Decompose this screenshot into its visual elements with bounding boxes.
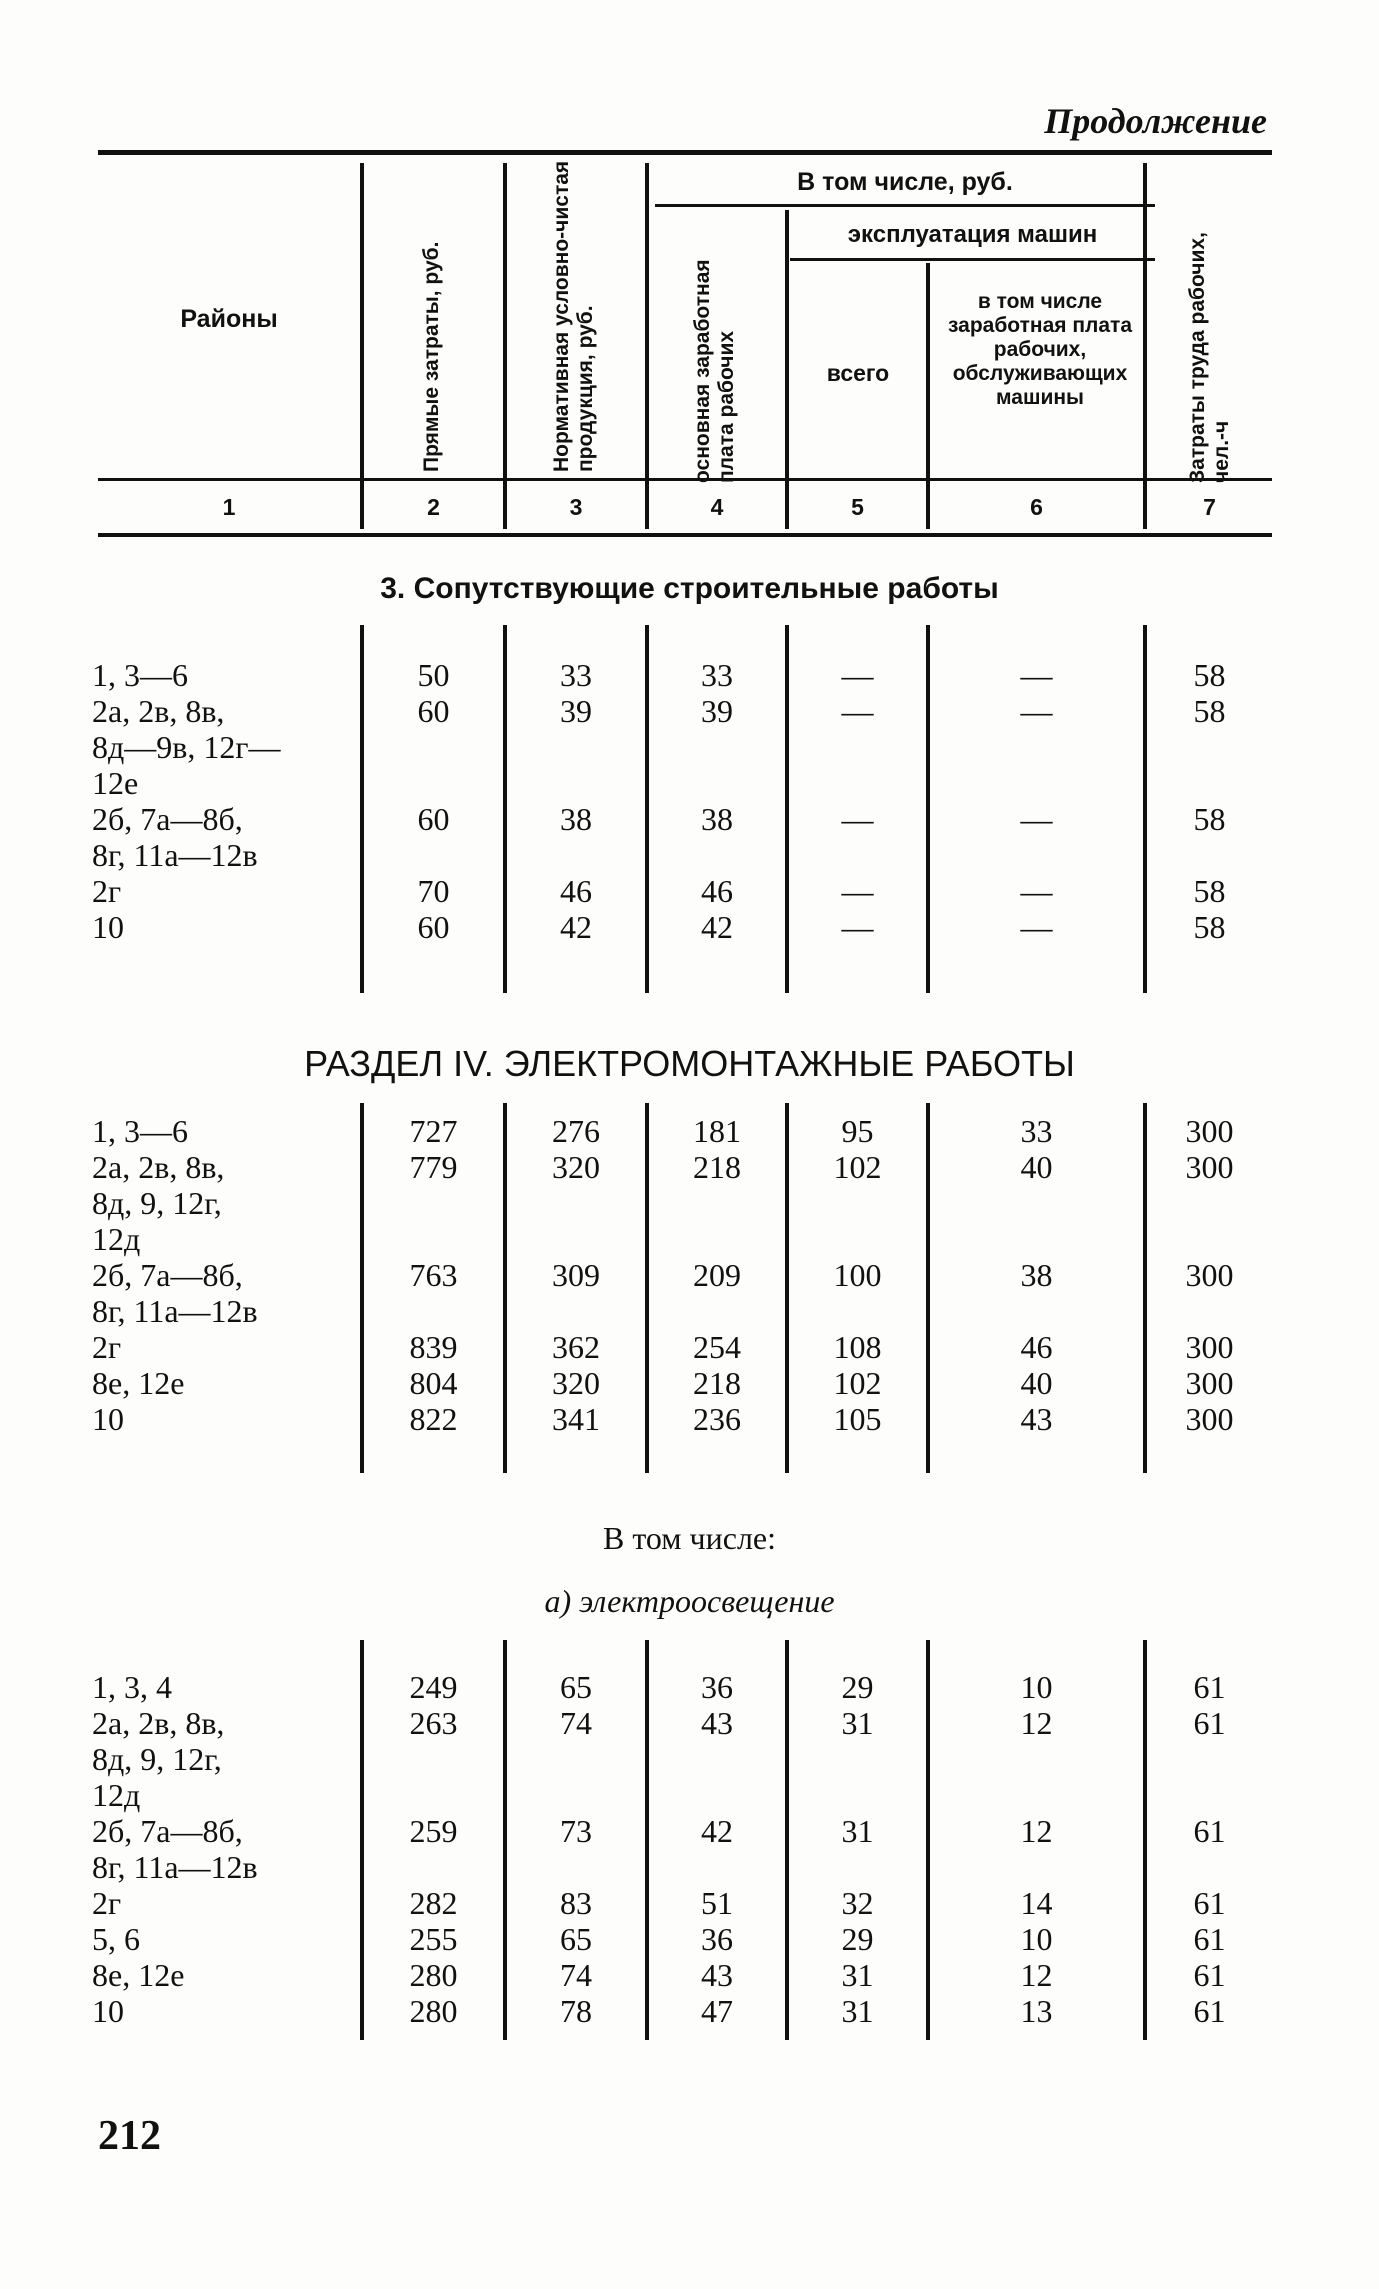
header-bottom-rule bbox=[98, 533, 1272, 537]
column-number: 2 bbox=[427, 494, 440, 520]
table-row-continued bbox=[0, 1777, 1379, 1813]
header-labor-costs: Затраты труда рабочих, чел.-ч bbox=[1186, 232, 1233, 483]
value-wage: 36 bbox=[701, 1921, 733, 1957]
including-rule bbox=[655, 204, 1155, 207]
value-normative: 309 bbox=[552, 1257, 600, 1293]
value-machine-wage: 38 bbox=[1020, 1257, 1053, 1293]
value-machine-wage: 10 bbox=[1020, 1669, 1053, 1705]
header-vline bbox=[785, 210, 789, 525]
table-row bbox=[0, 1705, 1379, 1741]
value-machine-total: 29 bbox=[841, 1669, 874, 1705]
region-label: 2а, 2в, 8в, bbox=[92, 693, 225, 729]
value-labor: 61 bbox=[1193, 1813, 1226, 1849]
value-wage: 33 bbox=[701, 657, 733, 693]
region-label: 10 bbox=[92, 909, 124, 945]
subsection-title: В том числе: bbox=[602, 1520, 777, 1556]
value-normative: 73 bbox=[560, 1813, 592, 1849]
value-normative: 42 bbox=[560, 909, 592, 945]
value-direct: 259 bbox=[409, 1813, 458, 1849]
value-wage: 218 bbox=[693, 1149, 741, 1185]
header-vline bbox=[360, 163, 364, 525]
subsection-subtitle: а) электроосвещение bbox=[544, 1583, 835, 1619]
value-labor: 61 bbox=[1193, 1921, 1226, 1957]
value-labor: 300 bbox=[1185, 1329, 1234, 1365]
value-machine-total: — bbox=[841, 873, 874, 909]
table-row bbox=[0, 693, 1379, 729]
value-machine-total: 31 bbox=[841, 1957, 874, 1993]
value-machine-wage: — bbox=[1020, 873, 1053, 909]
value-machine-wage: — bbox=[1020, 657, 1053, 693]
header-top-rule bbox=[98, 150, 1272, 155]
value-machine-total: — bbox=[841, 801, 874, 837]
region-label: 1, 3—6 bbox=[92, 657, 188, 693]
header-including-wage: в том числе заработная плата рабочих, обслуживающих машины bbox=[947, 290, 1133, 409]
region-label: 8г, 11а—12в bbox=[92, 837, 258, 873]
value-wage: 218 bbox=[693, 1365, 741, 1401]
value-direct: 255 bbox=[409, 1921, 458, 1957]
value-normative: 65 bbox=[560, 1921, 592, 1957]
value-labor: 58 bbox=[1193, 657, 1226, 693]
table-row-continued bbox=[0, 1741, 1379, 1777]
column-number: 7 bbox=[1203, 494, 1216, 520]
region-label: 2а, 2в, 8в, bbox=[92, 1149, 225, 1185]
region-label: 12д bbox=[92, 1777, 141, 1813]
header-normative-net: Нормативная условно-чистая продукция, руб. bbox=[550, 160, 597, 472]
value-labor: 61 bbox=[1193, 1705, 1226, 1741]
table-row-continued bbox=[0, 1185, 1379, 1221]
value-machine-wage: — bbox=[1020, 909, 1053, 945]
value-labor: 58 bbox=[1193, 873, 1226, 909]
region-label: 8д—9в, 12г— bbox=[92, 729, 281, 765]
section-title: РАЗДЕЛ IV. ЭЛЕКТРОМОНТАЖНЫЕ РАБОТЫ bbox=[304, 1043, 1075, 1084]
value-machine-total: — bbox=[841, 657, 874, 693]
value-machine-total: 95 bbox=[841, 1113, 874, 1149]
value-normative: 46 bbox=[560, 873, 592, 909]
value-machine-total: 31 bbox=[841, 1813, 874, 1849]
value-wage: 42 bbox=[701, 909, 733, 945]
table-row-continued bbox=[0, 729, 1379, 765]
value-machine-wage: 33 bbox=[1020, 1113, 1053, 1149]
continuation-label: Продолжение bbox=[1044, 101, 1267, 141]
region-label: 1, 3, 4 bbox=[92, 1669, 172, 1705]
region-label: 1, 3—6 bbox=[92, 1113, 188, 1149]
value-normative: 38 bbox=[560, 801, 592, 837]
value-machine-wage: 13 bbox=[1020, 1993, 1053, 2029]
value-direct: 822 bbox=[409, 1401, 458, 1437]
region-label: 2а, 2в, 8в, bbox=[92, 1705, 225, 1741]
value-wage: 51 bbox=[701, 1885, 733, 1921]
value-labor: 300 bbox=[1185, 1113, 1234, 1149]
value-labor: 58 bbox=[1193, 801, 1226, 837]
region-label: 10 bbox=[92, 1993, 124, 2029]
header-vline bbox=[645, 163, 649, 525]
column-number: 1 bbox=[222, 494, 236, 520]
header-regions: Районы bbox=[180, 305, 278, 333]
table-row bbox=[0, 1401, 1379, 1437]
header-machine-operation: эксплуатация машин bbox=[847, 221, 1098, 248]
table-row bbox=[0, 657, 1379, 693]
table-row bbox=[0, 1329, 1379, 1365]
value-wage: 36 bbox=[701, 1669, 733, 1705]
value-machine-wage: 46 bbox=[1020, 1329, 1053, 1365]
value-machine-wage: 14 bbox=[1020, 1885, 1053, 1921]
value-wage: 254 bbox=[693, 1329, 741, 1365]
value-machine-total: 31 bbox=[841, 1993, 874, 2029]
value-normative: 74 bbox=[560, 1705, 592, 1741]
value-normative: 39 bbox=[560, 693, 592, 729]
table-row bbox=[0, 873, 1379, 909]
table-row-continued bbox=[0, 837, 1379, 873]
value-machine-wage: 10 bbox=[1020, 1921, 1053, 1957]
region-label: 8е, 12е bbox=[92, 1365, 185, 1401]
column-number: 5 bbox=[851, 494, 864, 520]
value-labor: 61 bbox=[1193, 1885, 1226, 1921]
header-vline bbox=[926, 263, 930, 525]
value-direct: 280 bbox=[409, 1993, 458, 2029]
table-row-continued bbox=[0, 765, 1379, 801]
value-machine-total: — bbox=[841, 909, 874, 945]
table-row bbox=[0, 1885, 1379, 1921]
value-direct: 763 bbox=[409, 1257, 458, 1293]
value-normative: 65 bbox=[560, 1669, 592, 1705]
value-machine-total: — bbox=[841, 693, 874, 729]
value-direct: 804 bbox=[409, 1365, 458, 1401]
table-row bbox=[0, 1149, 1379, 1185]
value-direct: 70 bbox=[417, 873, 450, 909]
table-row-continued bbox=[0, 1849, 1379, 1885]
region-label: 8д, 9, 12г, bbox=[92, 1185, 222, 1221]
table-row bbox=[0, 1957, 1379, 1993]
region-label: 5, 6 bbox=[92, 1921, 140, 1957]
page-number: 212 bbox=[98, 2113, 161, 2159]
value-labor: 58 bbox=[1193, 909, 1226, 945]
region-label: 10 bbox=[92, 1401, 124, 1437]
value-normative: 341 bbox=[552, 1401, 600, 1437]
value-machine-total: 32 bbox=[841, 1885, 874, 1921]
column-number: 4 bbox=[710, 494, 724, 520]
value-direct: 282 bbox=[409, 1885, 458, 1921]
value-wage: 39 bbox=[701, 693, 733, 729]
region-label: 8г, 11а—12в bbox=[92, 1293, 258, 1329]
header-vline bbox=[1143, 163, 1147, 525]
region-label: 12д bbox=[92, 1221, 141, 1257]
section-title: 3. Сопутствующие строительные работы bbox=[380, 572, 999, 605]
value-machine-total: 102 bbox=[833, 1365, 882, 1401]
table-row bbox=[0, 1113, 1379, 1149]
table-row bbox=[0, 1993, 1379, 2029]
region-label: 2б, 7а—8б, bbox=[92, 1813, 243, 1849]
value-wage: 236 bbox=[693, 1401, 741, 1437]
table-row bbox=[0, 1257, 1379, 1293]
value-direct: 839 bbox=[409, 1329, 458, 1365]
value-wage: 43 bbox=[701, 1957, 733, 1993]
value-machine-wage: 43 bbox=[1020, 1401, 1053, 1437]
value-machine-total: 102 bbox=[833, 1149, 882, 1185]
table-row bbox=[0, 1365, 1379, 1401]
value-labor: 300 bbox=[1185, 1257, 1234, 1293]
value-normative: 33 bbox=[560, 657, 592, 693]
value-labor: 58 bbox=[1193, 693, 1226, 729]
value-wage: 38 bbox=[701, 801, 733, 837]
value-wage: 47 bbox=[701, 1993, 733, 2029]
value-machine-wage: — bbox=[1020, 693, 1053, 729]
value-direct: 263 bbox=[409, 1705, 458, 1741]
value-wage: 43 bbox=[701, 1705, 733, 1741]
value-normative: 320 bbox=[552, 1149, 600, 1185]
value-machine-total: 31 bbox=[841, 1705, 874, 1741]
region-label: 2б, 7а—8б, bbox=[92, 801, 243, 837]
value-labor: 61 bbox=[1193, 1993, 1226, 2029]
value-normative: 74 bbox=[560, 1957, 592, 1993]
value-machine-total: 105 bbox=[833, 1401, 882, 1437]
value-wage: 181 bbox=[693, 1113, 741, 1149]
value-machine-wage: — bbox=[1020, 801, 1053, 837]
header-direct-costs: Прямые затраты, руб. bbox=[420, 241, 443, 472]
value-wage: 209 bbox=[693, 1257, 741, 1293]
region-label: 2б, 7а—8б, bbox=[92, 1257, 243, 1293]
value-direct: 249 bbox=[409, 1669, 458, 1705]
value-direct: 727 bbox=[409, 1113, 458, 1149]
region-label: 12е bbox=[92, 765, 139, 801]
machine-rule bbox=[790, 258, 1155, 261]
value-normative: 320 bbox=[552, 1365, 600, 1401]
column-number: 3 bbox=[569, 494, 583, 520]
header-base-wage: основная заработная плата рабочих bbox=[691, 259, 738, 483]
value-machine-total: 29 bbox=[841, 1921, 874, 1957]
value-normative: 362 bbox=[552, 1329, 600, 1365]
region-label: 2г bbox=[92, 873, 122, 909]
header-rule bbox=[98, 478, 1272, 481]
value-labor: 61 bbox=[1193, 1669, 1226, 1705]
value-machine-wage: 12 bbox=[1020, 1957, 1053, 1993]
table-row bbox=[0, 909, 1379, 945]
value-wage: 46 bbox=[701, 873, 733, 909]
region-label: 8г, 11а—12в bbox=[92, 1849, 258, 1885]
region-label: 8д, 9, 12г, bbox=[92, 1741, 222, 1777]
value-direct: 60 bbox=[417, 693, 450, 729]
value-labor: 61 bbox=[1193, 1957, 1226, 1993]
region-label: 2г bbox=[92, 1329, 122, 1365]
value-machine-total: 100 bbox=[833, 1257, 882, 1293]
value-direct: 60 bbox=[417, 909, 450, 945]
table-row-continued bbox=[0, 1293, 1379, 1329]
header-total: всего bbox=[826, 360, 890, 386]
value-machine-wage: 12 bbox=[1020, 1705, 1053, 1741]
table-row bbox=[0, 1921, 1379, 1957]
value-labor: 300 bbox=[1185, 1401, 1234, 1437]
table-row-continued bbox=[0, 1221, 1379, 1257]
value-normative: 83 bbox=[560, 1885, 592, 1921]
column-number: 6 bbox=[1030, 494, 1043, 520]
value-normative: 78 bbox=[560, 1993, 592, 2029]
table-row bbox=[0, 1813, 1379, 1849]
value-direct: 779 bbox=[409, 1149, 458, 1185]
value-wage: 42 bbox=[701, 1813, 733, 1849]
value-direct: 60 bbox=[417, 801, 450, 837]
table-row bbox=[0, 1669, 1379, 1705]
value-machine-wage: 40 bbox=[1020, 1365, 1053, 1401]
value-normative: 276 bbox=[552, 1113, 600, 1149]
value-machine-total: 108 bbox=[833, 1329, 882, 1365]
region-label: 2г bbox=[92, 1885, 122, 1921]
value-labor: 300 bbox=[1185, 1149, 1234, 1185]
value-direct: 50 bbox=[417, 657, 450, 693]
header-vline bbox=[503, 163, 507, 525]
header-including: В том числе, руб. bbox=[797, 168, 1013, 196]
value-labor: 300 bbox=[1185, 1365, 1234, 1401]
value-direct: 280 bbox=[409, 1957, 458, 1993]
table-row bbox=[0, 801, 1379, 837]
value-machine-wage: 40 bbox=[1020, 1149, 1053, 1185]
value-machine-wage: 12 bbox=[1020, 1813, 1053, 1849]
region-label: 8е, 12е bbox=[92, 1957, 185, 1993]
